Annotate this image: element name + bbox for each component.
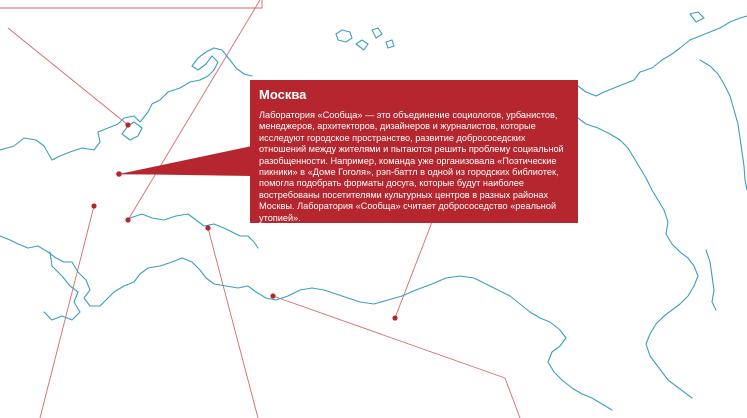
guide-line xyxy=(8,28,128,125)
guide-line xyxy=(273,296,505,378)
city-marker[interactable] xyxy=(125,122,130,127)
city-info-callout xyxy=(250,80,578,223)
city-marker-moscow[interactable] xyxy=(116,171,122,177)
guide-line xyxy=(208,228,258,418)
city-marker[interactable] xyxy=(205,225,210,230)
arctic-island xyxy=(336,30,352,42)
guide-line xyxy=(40,206,94,418)
inner-border xyxy=(130,214,258,248)
western-border xyxy=(0,48,252,160)
caspian-border xyxy=(44,252,80,320)
guide-line xyxy=(395,222,432,318)
kola-peninsula xyxy=(122,122,142,140)
sakhalin xyxy=(706,250,716,310)
city-marker[interactable] xyxy=(270,293,275,298)
callout-city-title: Москва xyxy=(259,87,307,102)
guide-line xyxy=(128,0,260,220)
callout-description: Лаборатория «Сообща» — это объединение социологов, урбанистов, менеджеров, архитекторов, дизайнеров и журналистов, которые исследуют городское пространство, развитие добрососедских отношений между жителями и пытаются решить проблему социальной разобщенности. Например, команда уже организовала «Поэтические пикники» в «Доме Гоголя», рэп-баттл в одной из городских библиотек, помогла подобрать форматы досуга, которые будут наиболее востребованы посетителями культурных центров в разных районах Москвы. Лаборатория «Сообща» считает добрососедство «реальной утопией». xyxy=(259,110,564,223)
eastern-coast xyxy=(578,118,698,398)
city-marker[interactable] xyxy=(125,217,130,222)
guide-line xyxy=(505,378,520,418)
northern-coast xyxy=(578,16,747,96)
arctic-island xyxy=(386,40,394,48)
arctic-island xyxy=(372,28,382,38)
city-marker[interactable] xyxy=(392,315,397,320)
guide-line xyxy=(0,0,262,8)
southern-border xyxy=(0,236,612,410)
arctic-island xyxy=(356,40,368,50)
callout-pointer xyxy=(119,146,252,176)
arctic-island xyxy=(690,12,704,22)
city-marker[interactable] xyxy=(91,203,96,208)
kamchatka xyxy=(700,60,747,190)
